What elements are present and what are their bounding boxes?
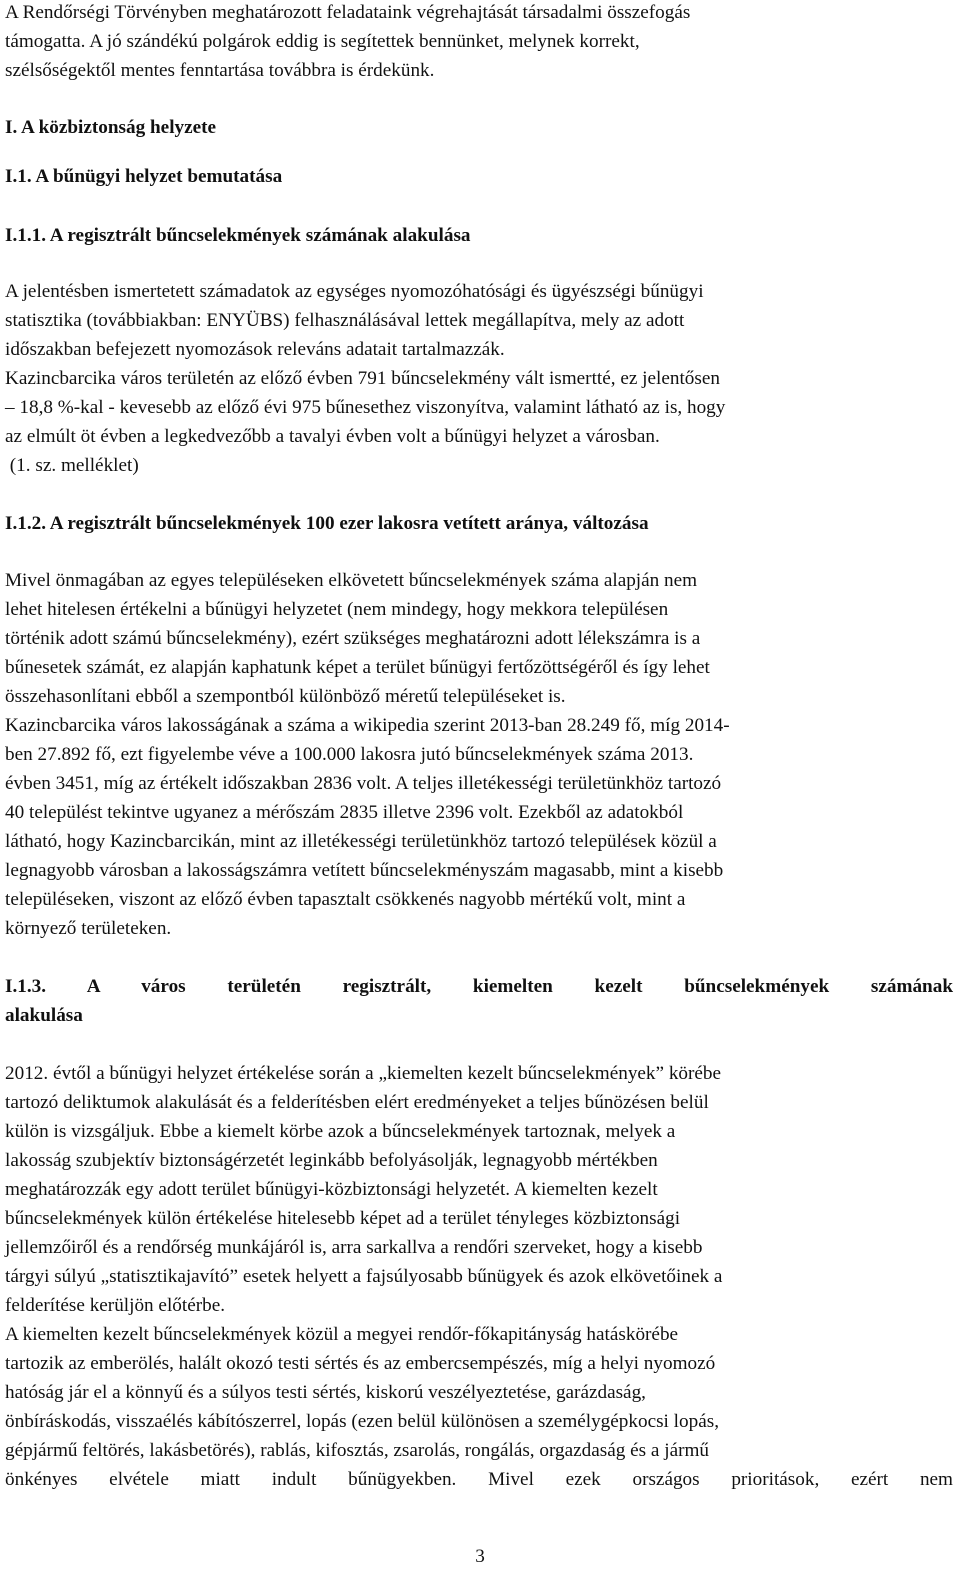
text-line: bűncselekmények külön értékelése hitelesebb képet ad a terület tényleges közbiztonsági	[5, 1208, 681, 1229]
intro-paragraph	[5, 0, 953, 85]
text-line: A jelentésben ismertetett számadatok az egységes nyomozóhatósági és ügyészségi bűnügyi	[5, 281, 704, 302]
text-line: ben 27.892 fő, ezt figyelembe véve a 100.000 lakosra jutó bűncselekmények száma 2013.	[5, 744, 694, 765]
paragraph-population-data	[5, 711, 953, 943]
heading-text: I. A közbiztonság helyzete	[5, 117, 217, 138]
paragraph-crime-count	[5, 364, 953, 480]
text-line: – 18,8 %-kal - kevesebb az előző évi 975 bűnesethez viszonyítva, valamint látható az is, hogy	[5, 397, 726, 418]
section-heading-i13	[5, 972, 953, 1030]
text-line: meghatározzák egy adott terület bűnügyi-közbiztonsági helyzetét. A kiemelten kezelt	[5, 1179, 658, 1200]
paragraph-crime-categories	[5, 1320, 953, 1494]
text-line: önbíráskodás, visszaélés kábítószerrel, lopás (ezen belül különösen a személygépkocsi lopás,	[5, 1411, 719, 1432]
text-line: felderítése kerüljön előtérbe.	[5, 1295, 226, 1316]
page-number: 3	[475, 1546, 485, 1567]
text-line: tárgyi súlyú „statisztikajavító” esetek helyett a fajsúlyosabb bűnügyek és azok elkövetőinek a	[5, 1266, 723, 1287]
text-line: az elmúlt öt évben a legkedvezőbb a tavalyi évben volt a bűnügyi helyzet a városban.	[5, 426, 660, 447]
text-line: A Rendőrségi Törvényben meghatározott feladataink végrehajtását társadalmi összefogás	[5, 2, 691, 23]
text-line: évben 3451, míg az értékelt időszakban 2836 volt. A teljes illetékességi területünkhöz tartozó	[5, 773, 722, 794]
paragraph-enyubs	[5, 277, 953, 364]
heading-text: alakulása	[5, 1005, 83, 1026]
text-line: A kiemelten kezelt bűncselekmények közül a megyei rendőr-főkapitányság hatáskörébe	[5, 1324, 679, 1345]
text-line: tartozó deliktumok alakulását és a felderítésben elért eredményeket a teljes bűnözésen belül	[5, 1092, 709, 1113]
heading-text: I.1. A bűnügyi helyzet bemutatása	[5, 166, 283, 187]
paragraph-population-ratio	[5, 566, 953, 711]
text-line: jellemzőiről és a rendőrség munkájáról is, arra sarkallva a rendőri szerveket, hogy a kisebb	[5, 1237, 703, 1258]
section-heading-i	[5, 113, 953, 142]
text-line: történik adott számú bűncselekmény), ezért szükséges meghatározni adott lélekszámra is a	[5, 628, 701, 649]
text-line: tartozik az emberölés, halált okozó testi sértés és az embercsempészés, míg a helyi nyomozó	[5, 1353, 716, 1374]
text-line: hatóság jár el a könnyű és a súlyos testi sértés, kiskorú veszélyeztetése, garázdaság,	[5, 1382, 646, 1403]
section-heading-i12	[5, 509, 953, 538]
text-line: időszakban befejezett nyomozások releváns adatait tartalmazzák.	[5, 339, 505, 360]
heading-text: I.1.2. A regisztrált bűncselekmények 100 ezer lakosra vetített aránya, változása	[5, 513, 649, 534]
text-line: 2012. évtől a bűnügyi helyzet értékelése során a „kiemelten kezelt bűncselekmények” körébe	[5, 1063, 722, 1084]
text-line: látható, hogy Kazincbarcikán, mint az illetékességi területünkhöz tartozó települések közül a	[5, 831, 717, 852]
text-line: Mivel önmagában az egyes településeken elkövetett bűncselekmények száma alapján nem	[5, 570, 698, 591]
text-line: külön is vizsgáljuk. Ebbe a kiemelt körbe azok a bűncselekmények tartoznak, melyek a	[5, 1121, 676, 1142]
text-line: lehet hitelesen értékelni a bűnügyi helyzetet (nem mindegy, hogy mekkora településen	[5, 599, 669, 620]
section-heading-i11	[5, 221, 953, 250]
text-line: településeken, viszont az előző évben tapasztalt csökkenés nagyobb mértékű volt, mint a	[5, 889, 686, 910]
text-line: önkényes elvétele miatt indult bűnügyekben. Mivel ezek országos prioritások, ezért nem	[5, 1469, 953, 1490]
text-line: környező területeken.	[5, 918, 172, 939]
heading-text: I.1.1. A regisztrált bűncselekmények számának alakulása	[5, 225, 471, 246]
text-line: legnagyobb városban a lakosságszámra vetített bűncselekményszám magasabb, mint a kisebb	[5, 860, 724, 881]
text-line: támogatta. A jó szándékú polgárok eddig is segítettek bennünket, melynek korrekt,	[5, 31, 640, 52]
text-line: (1. sz. melléklet)	[5, 455, 139, 476]
heading-text: I.1.3. A város területén regisztrált, kiemelten kezelt bűncselekmények számának	[5, 976, 953, 997]
text-line: statisztika (továbbiakban: ENYÜBS) felhasználásával lettek megállapítva, mely az adott	[5, 310, 685, 331]
paragraph-priority-crimes	[5, 1059, 953, 1320]
text-line: gépjármű feltörés, lakásbetörés), rablás, kifosztás, zsarolás, rongálás, orgazdaság és a jármű	[5, 1440, 709, 1461]
text-line: összehasonlítani ebből a szempontból különböző méretű településeket is.	[5, 686, 566, 707]
text-line: bűnesetek számát, ez alapján kaphatunk képet a terület bűnügyi fertőzöttségéről és így lehet	[5, 657, 710, 678]
text-line: Kazincbarcika város területén az előző évben 791 bűncselekmény vált ismertté, ez jelentősen	[5, 368, 720, 389]
text-line: szélsőségektől mentes fenntartása továbbra is érdekünk.	[5, 60, 435, 81]
text-line: Kazincbarcika város lakosságának a száma a wikipedia szerint 2013-ban 28.249 fő, míg 2014-	[5, 715, 730, 736]
section-heading-i1	[5, 162, 953, 191]
text-line: lakosság szubjektív biztonságérzetét leginkább befolyásolják, legnagyobb mértékben	[5, 1150, 658, 1171]
text-line: 40 települést tekintve ugyanez a mérőszám 2835 illetve 2396 volt. Ezekből az adatokból	[5, 802, 684, 823]
